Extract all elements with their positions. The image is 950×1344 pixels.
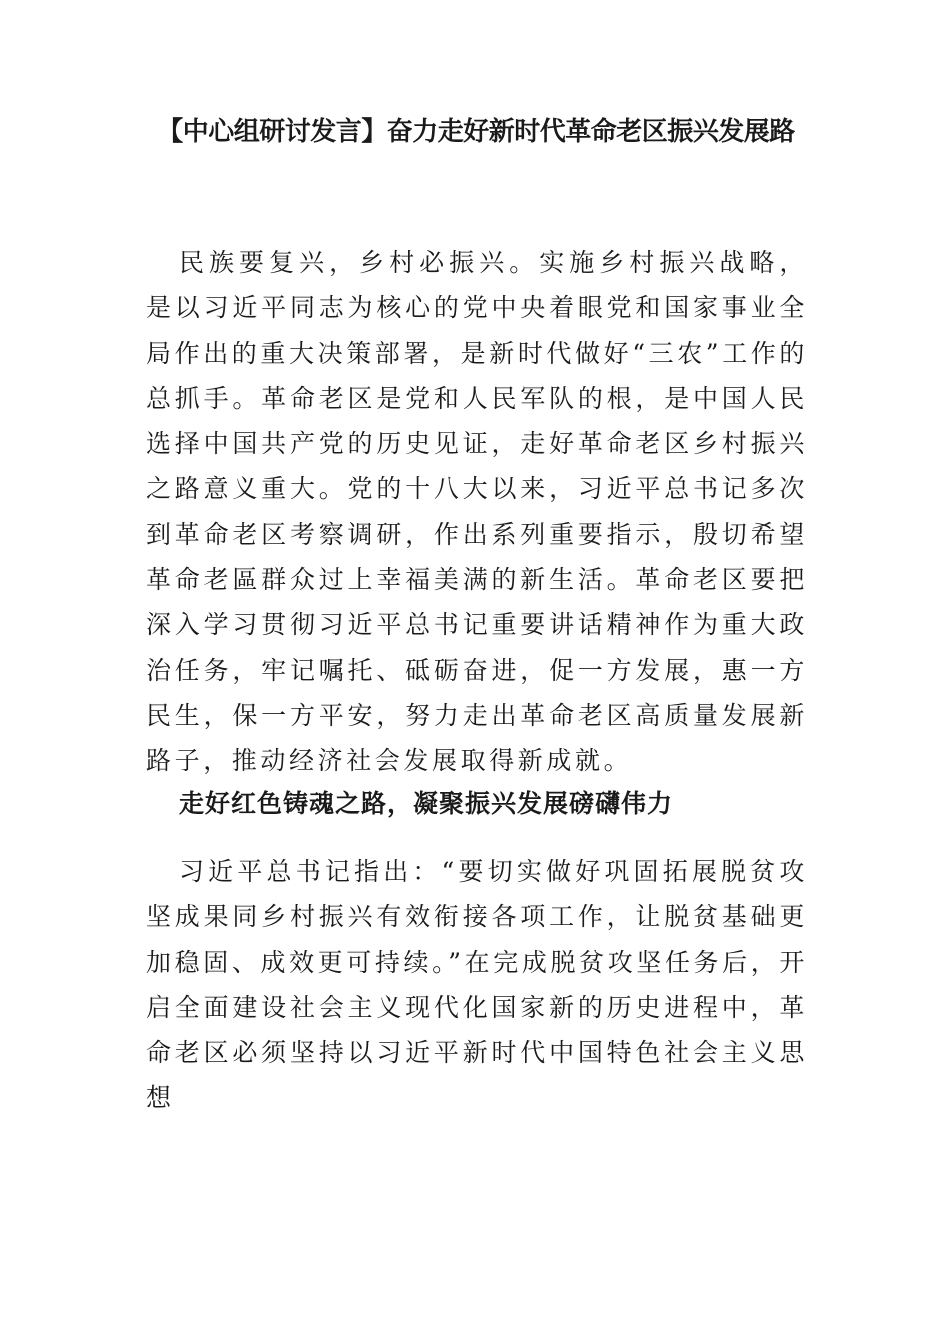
document-title: 【中心组研讨发言】奋力走好新时代革命老区振兴发展路 xyxy=(157,117,795,147)
body-paragraph: 民族要复兴，乡村必振兴。实施乡村振兴战略，是以习近平同志为核心的党中央着眼党和国家事业全局作出的重大决策部署，是新时代做好“三农”工作的总抓手。革命老区是党和人民军队的根，是中国人民选择中国共产党的历史见证，走好革命老区乡村振兴之路意义重大。党的十八大以来，习近平总书记多次到革命老区考察调研，作出系列重要指示，殷切希望革命老區群众过上幸福美满的新生活。革命老区要把深入学习贯彻习近平总书记重要讲话精神作为重大政治任务，牢记嘱托、砥砺奋进，促一方发展，惠一方民生，保一方平安，努力走出革命老区高质量发展新路子，推动经济社会发展取得新成就。 xyxy=(146,248,808,776)
body-paragraph: 习近平总书记指出：“要切实做好巩固拓展脱贫攻坚成果同乡村振兴有效衔接各项工作，让脱贫基础更加稳固、成效更可持续。”在完成脱贫攻坚任务后，开启全面建设社会主义现代化国家新的历史进程中，革命老区必须坚持以习近平新时代中国特色社会主义思想 xyxy=(146,857,808,1113)
section-heading: 走好红色铸魂之路，凝聚振兴发展磅礴伟力 xyxy=(179,789,674,818)
